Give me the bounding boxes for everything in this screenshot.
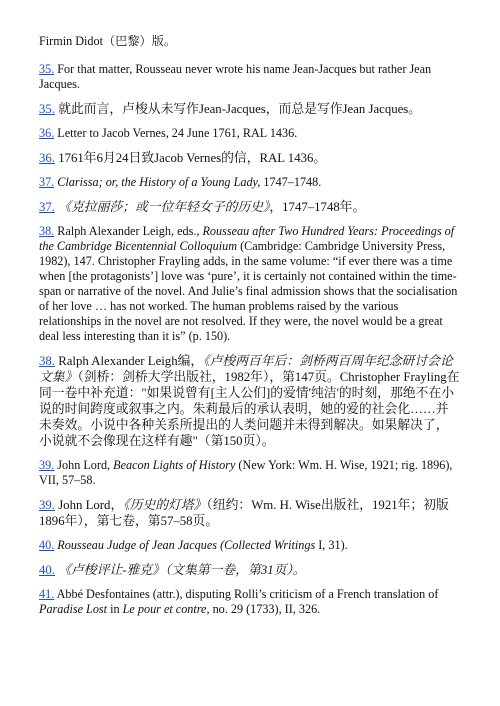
- footnote-paragraph: [39, 62, 460, 92]
- footnote-number-link[interactable]: 38.: [39, 354, 55, 368]
- footnote-text: (Cambridge: Cambridge University Press, 1982), 147. Christopher Frayling adds, in the same volume: “if ever there was a time when [the protagonists’] love was ‘pure’, it is certainly not contained within the time-span or narrative of the novel. And Julie’s final admission shows that the socialisation of her love … has not worked. The human problems raised by the various relationships in the novel are not resolved. If they were, the novel would be a great deal less interesting than it is” (p. 150).: [39, 239, 458, 343]
- footnote-number-link[interactable]: 39.: [39, 458, 55, 472]
- footnote-paragraph: [39, 175, 460, 190]
- footnote-text: Ralph Alexander Leigh, eds.,: [54, 224, 203, 238]
- italic-title-text: Paradise Lost: [39, 602, 108, 616]
- footnotes-list: [39, 34, 460, 617]
- footnote-text: 就此而言，卢梭从未写作Jean-Jacques，而总是写作Jean Jacques。: [55, 102, 422, 116]
- footnote-paragraph: [39, 126, 460, 141]
- footnote-number-link[interactable]: 38.: [39, 224, 55, 238]
- footnote-text: I, 31).: [315, 538, 348, 552]
- footnote-paragraph: [39, 150, 460, 166]
- italic-title-text: 《克拉丽莎；或一位年轻女子的历史》: [58, 200, 270, 214]
- footnote-paragraph: [39, 34, 460, 49]
- footnote-text: 1761年6月24日致Jacob Vernes的信，RAL 1436。: [55, 151, 327, 165]
- footnote-text: 1747–1748.: [260, 175, 322, 189]
- footnote-text: John Lord，: [55, 498, 124, 512]
- italic-title-text: Clarissa; or, the History of a Young Lady,: [57, 175, 261, 189]
- footnote-number-link[interactable]: 40.: [39, 563, 55, 577]
- footnote-text: John Lord,: [54, 458, 114, 472]
- footnote-text: no. 29 (1733), II, 326.: [209, 602, 321, 616]
- footnote-number-link[interactable]: 39.: [39, 498, 55, 512]
- italic-title-text: 《卢梭两百年后：剑桥两百周年纪念研讨会论文集》: [39, 354, 453, 384]
- footnote-text: Firmin Didot（巴黎）版。: [39, 34, 177, 48]
- footnote-text: For that matter, Rousseau never wrote his name Jean-Jacques but rather Jean Jacques.: [39, 62, 432, 91]
- footnote-paragraph: [39, 458, 460, 488]
- footnote-number-link[interactable]: 41.: [39, 587, 55, 601]
- italic-title-text: Rousseau after Two Hundred Years: Proceedings of the Cambridge Bicentennial Colloquium: [39, 224, 455, 253]
- footnote-number-link[interactable]: 40.: [39, 538, 55, 552]
- footnote-number-link[interactable]: 37.: [39, 175, 55, 189]
- footnote-paragraph: [39, 353, 460, 449]
- footnote-text: (New York: Wm. H. Wise, 1921; rig. 1896), VII, 57–58.: [39, 458, 453, 487]
- footnote-number-link[interactable]: 37.: [39, 200, 55, 214]
- footnote-paragraph: [39, 199, 460, 215]
- footnote-text: in: [107, 602, 123, 616]
- footnote-number-link[interactable]: 36.: [39, 126, 55, 140]
- footnote-number-link[interactable]: 35.: [39, 102, 55, 116]
- footnote-paragraph: [39, 538, 460, 553]
- italic-title-text: 《历史的灯塔》: [123, 498, 207, 512]
- italic-title-text: Rousseau Judge of Jean Jacques (Collected Writings: [57, 538, 316, 552]
- footnote-number-link[interactable]: 36.: [39, 151, 55, 165]
- footnote-paragraph: [39, 497, 460, 529]
- footnote-text: Abbé Desfontaines (attr.), disputing Rolli’s criticism of a French translation of: [54, 587, 439, 601]
- footnote-paragraph: [39, 224, 460, 344]
- italic-title-text: Le pour et contre,: [122, 602, 210, 616]
- footnote-paragraph: [39, 587, 460, 617]
- italic-title-text: Beacon Lights of History: [113, 458, 236, 472]
- footnote-text: （剑桥：剑桥大学出版社，1982年），第147页。Christopher Frayling在同一卷中补充道："如果说曾有[主人公们]的爱情'纯洁'的时刻，那绝不在小说的时间跨度或叙事之内。朱莉最后的承认表明，她的爱的社会化……并未奏效。小说中各种关系所提出的人类问题并未得到解决。如果解决了，小说就不会像现在这样有趣"（第150页）。: [39, 370, 460, 448]
- footnote-paragraph: [39, 562, 460, 578]
- footnote-text: （纽约：Wm. H. Wise出版社，1921年；初版1896年），第七卷，第57–58页。: [39, 498, 449, 528]
- italic-title-text: 《卢梭评让-雅克》（文集第一卷，第31页）。: [58, 563, 306, 577]
- footnote-text: Ralph Alexander Leigh编，: [55, 354, 204, 368]
- footnote-text: Letter to Jacob Vernes, 24 June 1761, RAL 1436.: [54, 126, 298, 140]
- footnote-text: ，1747–1748年。: [269, 200, 366, 214]
- footnote-paragraph: [39, 101, 460, 117]
- footnote-number-link[interactable]: 35.: [39, 62, 55, 76]
